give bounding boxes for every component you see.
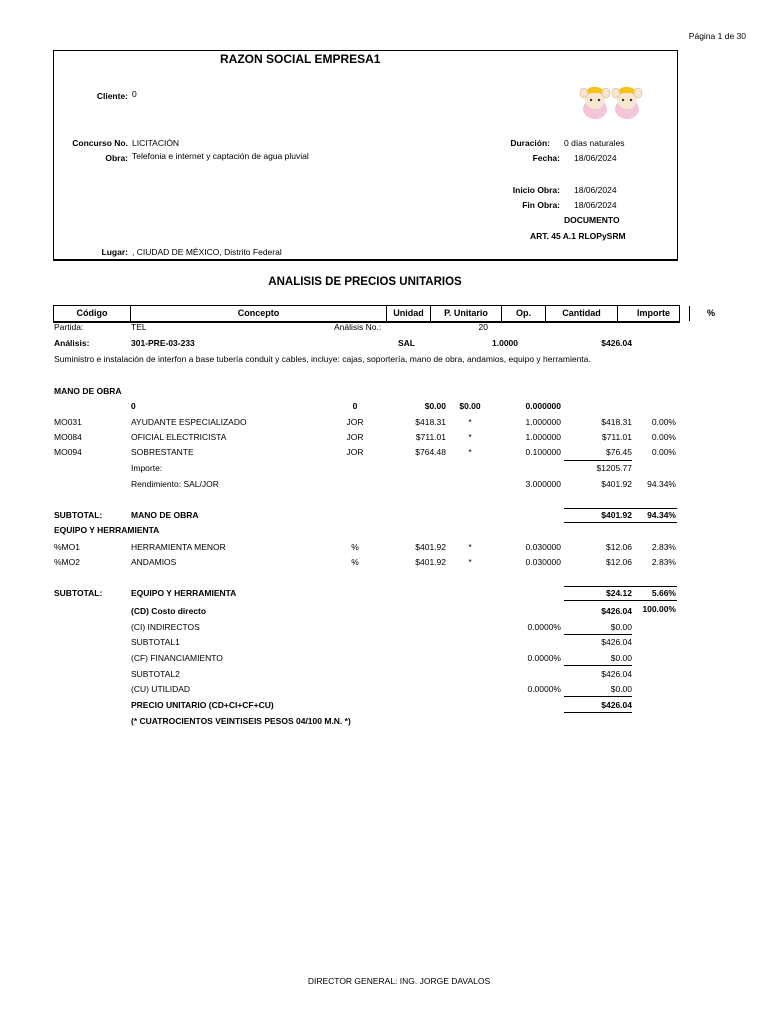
concurso-value: LICITACIÓN — [132, 138, 180, 148]
row-codigo: MO094 — [54, 447, 82, 457]
subtotal-eq-overline — [564, 586, 677, 587]
subtotal-mo-pct: 94.34% — [647, 510, 676, 520]
subtotal2-label: SUBTOTAL2 — [131, 669, 180, 679]
company-name: RAZON SOCIAL EMPRESA1 — [220, 52, 381, 66]
row-cantidad: 1.000000 — [525, 432, 561, 442]
row-op: * — [468, 417, 472, 427]
row-cantidad: 1.000000 — [525, 417, 561, 427]
row-importe: $12.06 — [606, 557, 632, 567]
row-importe: $12.06 — [606, 542, 632, 552]
row-codigo: MO084 — [54, 432, 82, 442]
col-pct: % — [706, 308, 715, 318]
row-unidad: JOR — [346, 417, 364, 427]
row-concepto: SOBRESTANTE — [131, 447, 194, 457]
subtotal-mo-underline — [564, 522, 677, 523]
rendimiento-importe: $401.92 — [601, 479, 632, 489]
cf-underline — [564, 665, 632, 666]
fecha-value: 18/06/2024 — [574, 153, 617, 163]
subtotal1-importe: $426.04 — [601, 637, 632, 647]
row-pu: $401.92 — [415, 557, 446, 567]
importe-label: Importe: — [131, 463, 163, 473]
row-op: * — [468, 542, 472, 552]
document-title: ANALISIS DE PRECIOS UNITARIOS — [268, 276, 462, 288]
col-importe: Importe — [618, 306, 690, 321]
col-punitario: P. Unitario — [431, 306, 502, 321]
cd-label: (CD) Costo directo — [131, 606, 207, 616]
analisis-label: Análisis: — [54, 338, 90, 348]
row-pu: $401.92 — [415, 542, 446, 552]
footer-signature: DIRECTOR GENERAL: ING. JORGE DAVALOS — [307, 976, 491, 986]
row-concepto: OFICIAL ELECTRICISTA — [131, 432, 227, 442]
crew-op: $0.00 — [459, 401, 481, 411]
row-unidad: JOR — [346, 432, 364, 442]
analisis-no-value: 20 — [478, 322, 488, 332]
subtotal-mo-name: MANO DE OBRA — [131, 510, 199, 520]
cu-underline — [564, 696, 632, 697]
logo-figure-left — [580, 87, 610, 119]
row-importe: $418.31 — [601, 417, 632, 427]
cu-importe: $0.00 — [610, 684, 632, 694]
row-codigo: MO031 — [54, 417, 82, 427]
company-logo — [578, 84, 644, 120]
col-unidad: Unidad — [387, 306, 431, 321]
row-concepto: ANDAMIOS — [131, 557, 177, 567]
col-op: Op. — [502, 306, 546, 321]
row-concepto: AYUDANTE ESPECIALIZADO — [131, 417, 247, 427]
analisis-unit: SAL — [398, 338, 415, 348]
logo-figure-right — [612, 87, 642, 119]
row-pu: $418.31 — [415, 417, 446, 427]
subtotal-mo-overline — [564, 508, 677, 509]
row-cantidad: 0.100000 — [525, 447, 561, 457]
cf-importe: $0.00 — [610, 653, 632, 663]
rendimiento-cantidad: 3.000000 — [525, 479, 561, 489]
precio-unitario-importe: $426.04 — [601, 700, 632, 710]
row-op: * — [468, 432, 472, 442]
ci-pct: 0.0000% — [527, 622, 561, 632]
row-concepto: HERRAMIENTA MENOR — [131, 542, 226, 552]
pu-underline — [564, 712, 632, 713]
importe-underline — [564, 460, 632, 461]
fin-value: 18/06/2024 — [574, 200, 617, 210]
crew-unidad: 0 — [352, 401, 358, 411]
cu-pct: 0.0000% — [527, 684, 561, 694]
col-cantidad: Cantidad — [546, 306, 618, 321]
lugar-label: Lugar: — [101, 247, 128, 257]
analisis-description: Suministro e instalación de interfon a base tubería conduit y cables, incluye: cajas, soportería, mano de obra, andamios, equipo y herramienta. — [54, 354, 591, 364]
row-pu: $711.01 — [415, 432, 446, 442]
analisis-code: 301-PRE-03-233 — [131, 338, 195, 348]
ci-label: (CI) INDIRECTOS — [131, 622, 200, 632]
row-codigo: %MO2 — [54, 557, 80, 567]
subtotal1-label: SUBTOTAL1 — [131, 637, 180, 647]
row-op: * — [468, 557, 472, 567]
subtotal-eq-pct: 5.66% — [651, 588, 676, 598]
articulo-label: ART. 45 A.1 RLOPySRM — [530, 231, 626, 241]
duracion-label: Duración: — [510, 138, 550, 148]
row-pct: 0.00% — [651, 447, 676, 457]
documento-label: DOCUMENTO — [564, 215, 620, 225]
col-concepto: Concepto — [131, 306, 387, 321]
subtotal-eq-underline — [564, 600, 677, 601]
crew-cantidad: 0.000000 — [525, 401, 561, 411]
subtotal-eq-importe: $24.12 — [606, 588, 632, 598]
analisis-no-label: Análisis No.: — [334, 322, 382, 332]
importe-total: $1205.77 — [596, 463, 632, 473]
row-pct: 2.83% — [651, 557, 676, 567]
concurso-label: Concurso No. — [72, 138, 128, 148]
obra-value: Telefonia e internet y captación de agua pluvial — [132, 151, 309, 161]
rendimiento-pct: 94.34% — [647, 479, 676, 489]
partida-label: Partida: — [54, 322, 84, 332]
subtotal-mo-importe: $401.92 — [601, 510, 632, 520]
equipo-heading: EQUIPO Y HERRAMIENTA — [54, 525, 160, 535]
lugar-value: , CIUDAD DE MÉXICO, Distrito Federal — [132, 247, 282, 257]
row-pct: 2.83% — [651, 542, 676, 552]
cf-label: (CF) FINANCIAMIENTO — [131, 653, 223, 663]
col-codigo: Código — [54, 306, 131, 321]
row-cantidad: 0.030000 — [525, 542, 561, 552]
importe-letra: (* CUATROCIENTOS VEINTISEIS PESOS 04/100 M.N. *) — [131, 716, 351, 726]
page-number: Página 1 de 30 — [688, 31, 746, 41]
fin-label: Fin Obra: — [522, 200, 560, 210]
fecha-label: Fecha: — [532, 153, 560, 163]
rendimiento-label: Rendimiento: SAL/JOR — [131, 479, 219, 489]
cd-pct: 100.00% — [642, 604, 676, 614]
cliente-label: Cliente: — [96, 91, 128, 101]
crew-pu: $0.00 — [424, 401, 446, 411]
row-pct: 0.00% — [651, 432, 676, 442]
row-unidad: JOR — [346, 447, 364, 457]
row-codigo: %MO1 — [54, 542, 80, 552]
column-header — [53, 305, 715, 323]
row-unidad: % — [351, 542, 359, 552]
ci-importe: $0.00 — [610, 622, 632, 632]
row-pct: 0.00% — [651, 417, 676, 427]
subtotal-eq-name: EQUIPO Y HERRAMIENTA — [131, 588, 237, 598]
row-importe: $711.01 — [601, 432, 632, 442]
row-unidad: % — [351, 557, 359, 567]
cu-label: (CU) UTILIDAD — [131, 684, 191, 694]
row-op: * — [468, 447, 472, 457]
inicio-value: 18/06/2024 — [574, 185, 617, 195]
mano-obra-heading: MANO DE OBRA — [54, 386, 122, 396]
subtotal-eq-label: SUBTOTAL: — [54, 588, 103, 598]
row-pu: $764.48 — [415, 447, 446, 457]
row-importe: $76.45 — [606, 447, 632, 457]
ci-underline — [564, 634, 632, 635]
subtotal2-importe: $426.04 — [601, 669, 632, 679]
row-cantidad: 0.030000 — [525, 557, 561, 567]
cf-pct: 0.0000% — [527, 653, 561, 663]
inicio-label: Inicio Obra: — [512, 185, 560, 195]
crew-concepto: 0 — [131, 401, 136, 411]
analisis-importe: $426.04 — [601, 338, 632, 348]
analisis-qty: 1.0000 — [492, 338, 518, 348]
precio-unitario-label: PRECIO UNITARIO (CD+CI+CF+CU) — [131, 700, 274, 710]
partida-value: TEL — [131, 322, 147, 332]
cliente-value: 0 — [132, 89, 137, 99]
obra-label: Obra: — [105, 153, 128, 163]
duracion-value: 0 días naturales — [564, 138, 625, 148]
subtotal-mo-label: SUBTOTAL: — [54, 510, 103, 520]
cd-importe: $426.04 — [601, 606, 632, 616]
